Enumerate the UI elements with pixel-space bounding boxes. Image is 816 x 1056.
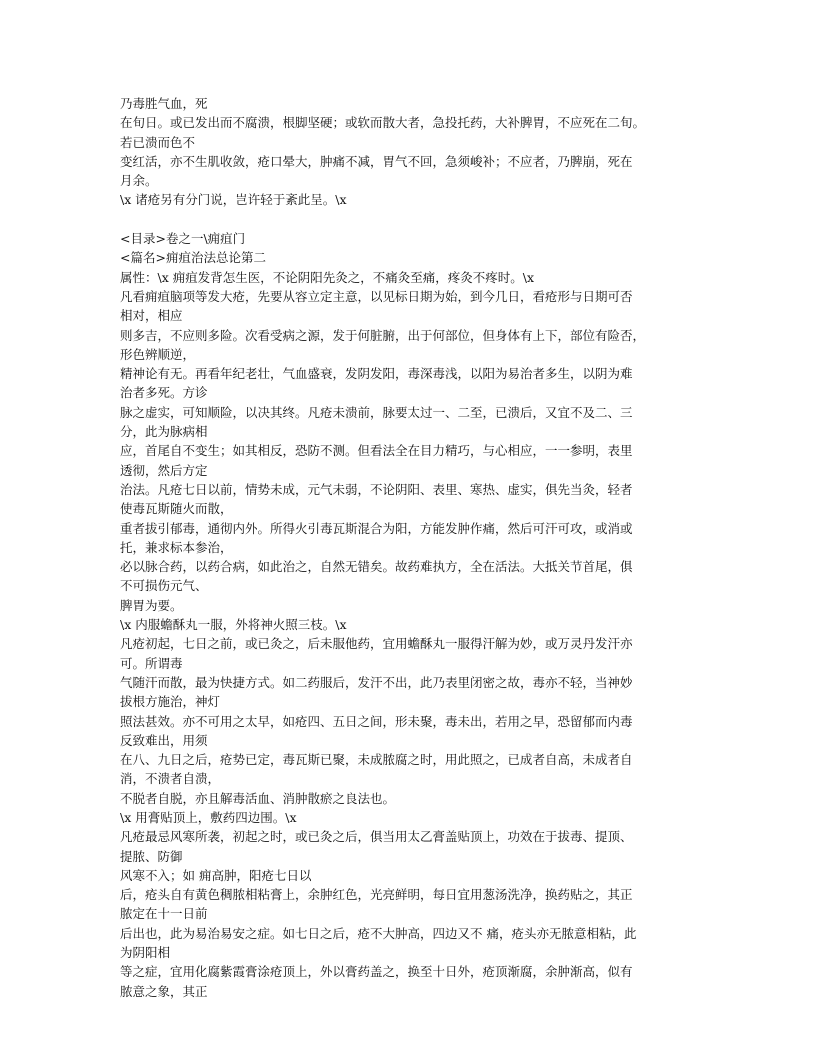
text-line: 后出也，此为易治易安之症。如七日之后，疮不大肿高，四边又不 痛，疮头亦无脓意相粘，此 <box>120 925 637 941</box>
text-line: \x 用膏贴顶上，敷药四边围。\x <box>120 809 297 825</box>
text-line: 风寒不入；如 痈高肿，阳疮七日以 <box>120 867 312 883</box>
text-line: 脾胃为要。 <box>120 597 183 613</box>
text-line: 托，兼求标本参治， <box>120 539 233 555</box>
blank-line <box>120 210 700 229</box>
text-line: 为阴阳相 <box>120 945 171 961</box>
text-line: 脉之虚实，可知顺险，以决其终。凡疮未溃前，脉要太过一、二至，已溃后，又宜不及二、三 <box>120 404 633 420</box>
text-line: 脓意之象，其正 <box>120 983 208 999</box>
text-line: 凡疮初起，七日之前，或已灸之，后未服他药，宜用蟾酥丸一服得汗解为妙，或万灵丹发汗亦 <box>120 636 633 652</box>
text-line: 分，此为脉病相 <box>120 424 208 440</box>
text-line: 治者多死。方诊 <box>120 385 208 401</box>
text-line: 照法甚效。亦不可用之太早，如疮四、五日之间，形未聚，毒未出，若用之早，恐留郁而内毒 <box>120 713 633 729</box>
text-line: 使毒瓦斯随火而散， <box>120 501 233 517</box>
text-line: 形色辨顺逆， <box>120 346 196 362</box>
text-line: 必以脉合药，以药合病，如此治之，自然无错矣。故药难执方，全在活法。大抵关节首尾，俱 <box>120 559 633 575</box>
text-line: 在八、九日之后，疮势已定，毒瓦斯已聚，未成脓腐之时，用此照之，已成者自高，未成者自 <box>120 752 633 768</box>
text-line: 提脓、防御 <box>120 848 183 864</box>
text-line: 乃毒胜气血，死 <box>120 96 208 111</box>
text-line: 应，首尾自不变生；如其相反，恐防不测。但看法全在目力精巧，与心相应，一一参明，表里 <box>120 443 633 459</box>
text-line: 凡疮最忌风寒所袭，初起之时，或已灸之后，俱当用太乙膏盖贴顶上，功效在于拔毒、提顶、 <box>120 829 633 845</box>
text-line: 透彻，然后方定 <box>120 462 208 478</box>
text-line: <篇名>痈疽治法总论第二 <box>120 250 266 266</box>
text-line: 不可损伤元气、 <box>120 578 208 594</box>
text-line: 精神论有无。再看年纪老壮，气血盛衰，发阴发阳，毒深毒浅，以阳为易治者多生，以阴为难 <box>120 366 633 382</box>
text-line: 变红活，亦不生肌收敛，疮口晕大，肿痛不减，胃气不回，急须峻补；不应者，乃脾崩，死在 <box>120 153 633 169</box>
text-line: \x 诸疮另有分门说，岂许轻于紊此呈。\x <box>120 192 347 208</box>
text-line: 若已溃而色不 <box>120 134 196 150</box>
text-line: \x 内服蟾酥丸一服，外将神火照三枝。\x <box>120 617 347 633</box>
text-line: 可。所谓毒 <box>120 655 183 671</box>
text-line: 凡看痈疽脑项等发大疮，先要从容立定主意，以见标日期为始，到今几日，看疮形与日期可否 <box>120 288 633 304</box>
text-line: 气随汗而散，最为快捷方式。如二药服后，发汗不出，此乃表里闭密之故，毒亦不轻，当神妙 <box>120 674 633 690</box>
text-line: 则多吉，不应则多险。次看受病之源，发于何脏腑，出于何部位，但身体有上下，部位有险否， <box>120 327 646 343</box>
text-line: 后，疮头自有黄色稠脓相粘膏上，余肿红色，光亮鲜明，每日宜用葱汤洗净，换药贴之，其正 <box>120 887 633 903</box>
text-line: 相对，相应 <box>120 308 183 324</box>
text-line: 重者拔引郁毒，通彻内外。所得火引毒瓦斯混合为阳，方能发肿作痛，然后可汗可攻，或消或 <box>120 520 633 536</box>
text-line: 脓定在十一日前 <box>120 906 208 922</box>
text-line: <目录>卷之一\痈疽门 <box>120 231 246 247</box>
text-line: 在旬日。或已发出而不腐溃，根脚坚硬；或软而散大者，急投托药，大补脾胃，不应死在二旬。 <box>120 115 646 131</box>
text-line: 等之症，宜用化腐紫霞膏涂疮顶上，外以膏药盖之，换至十日外，疮顶渐腐，余肿渐高，似有 <box>120 964 633 980</box>
text-line: 月余。 <box>120 173 158 189</box>
text-line: 拔根方施治，神灯 <box>120 694 221 710</box>
text-line: 属性：\x 痈疽发背怎生医，不论阴阳先灸之，不痛灸至痛，疼灸不疼时。\x <box>120 269 534 285</box>
text-line: 反致难出，用须 <box>120 732 208 748</box>
document-page <box>120 94 700 1001</box>
text-line: 消，不溃者自溃， <box>120 771 221 787</box>
text-line: 治法。凡疮七日以前，情势未成，元气未弱，不论阴阳、表里、寒热、虚实，俱先当灸，轻者 <box>120 481 633 497</box>
text-line: 不脱者自脱，亦且解毒活血、消肿散瘀之良法也。 <box>120 790 396 806</box>
